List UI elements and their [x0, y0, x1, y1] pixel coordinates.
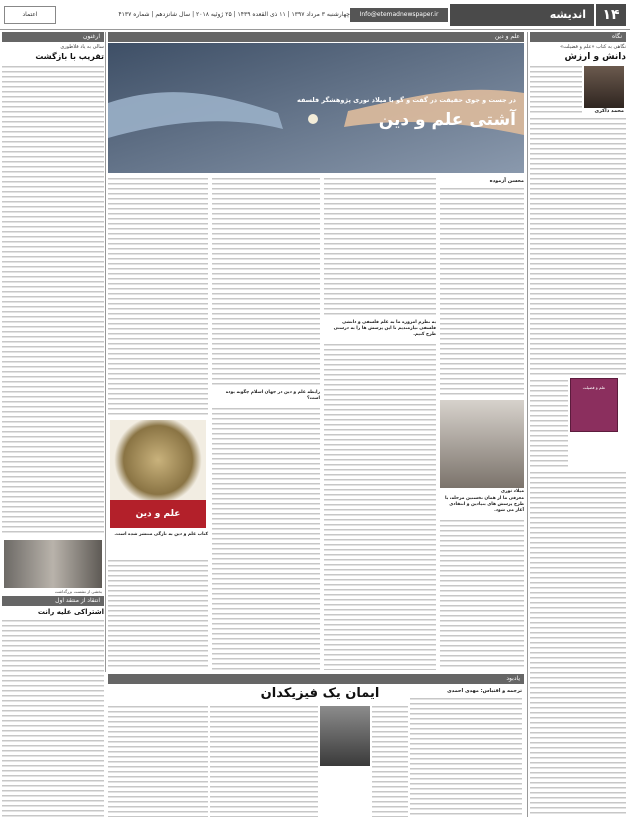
bottom-kicker: ترجمه و اقتباس: مهدی احمدی [447, 688, 522, 694]
email-address[interactable]: Info@etemadnewspaper.ir [350, 8, 448, 22]
column-header-right: نگاه [530, 32, 626, 42]
newspaper-logo: اعتماد [4, 6, 56, 24]
column-divider [105, 32, 106, 672]
column-divider [527, 32, 528, 817]
interviewee-photo [440, 400, 524, 488]
feature-deck: در جست و جوی حقیقت در گفت و گو با میلاد نوری پژوهشگر فلسفه [297, 96, 516, 104]
right-title: دانش و ارزش [564, 52, 626, 62]
left-sub-text [2, 620, 104, 817]
left-kicker: سالی به یاد فلاطوری [60, 44, 104, 50]
bottom-text-3 [210, 706, 318, 817]
dateline: چهارشنبه ۳ مرداد ۱۳۹۷ | ۱۱ ذی القعده ۱۴۳۹ | ۲۵ ژوئیه ۲۰۱۸ | سال شانزدهم | شماره ۴۱۳۷ [118, 11, 350, 18]
pull-quote-1: معرفی ما از همان نخستین مرحله، با طرح پرسش های بنیادین و انتقادی آغاز می شود. [444, 496, 524, 513]
bottom-text-1 [410, 698, 522, 817]
feature-author: محسن آزموده [489, 178, 524, 184]
author-name: محمد ذاکری [594, 108, 624, 114]
author-photo [584, 66, 624, 108]
left-title: تقریب با بازگشت [35, 52, 104, 61]
left-sub-header: انتقاد از منتقد اول [2, 596, 104, 606]
pull-quote-2: به نظرم امروزه ما به علم فلسفی و دانشی فلسفی نیازمندیم تا این پرسش ها را به درستی طرح کنیم. [333, 320, 436, 337]
feature-text-col-3b [212, 408, 320, 670]
book-cover-art [110, 420, 206, 500]
feature-text-col-2b [324, 344, 436, 670]
pull-quote-3: رابطه علم و دین در جهان اسلام چگونه بوده است؟ [225, 390, 320, 401]
right-kicker: نگاهی به کتاب «علم و فضیلت» [560, 44, 626, 50]
feature-text-col-2 [324, 178, 436, 318]
bottom-header: یادبود [108, 674, 524, 684]
photo-caption: میلاد نوری [500, 489, 524, 494]
right-text-3 [530, 380, 568, 470]
right-text-2 [530, 118, 626, 378]
feature-text-col-1b [440, 520, 524, 670]
event-photo [4, 540, 102, 588]
feature-text-col-3 [212, 178, 320, 388]
section-title: اندیشه [450, 4, 594, 26]
left-text [2, 66, 104, 536]
bottom-text-2 [372, 706, 408, 817]
physicist-photo [320, 706, 370, 766]
book-title: علم و فضیلت [582, 385, 606, 390]
feature-text-col-1 [440, 188, 524, 398]
feature-text-col-4 [108, 178, 208, 418]
book-cover: علم و دین [110, 500, 206, 528]
feature-title: آشتی علم و دین [378, 110, 516, 130]
bottom-text-4 [108, 706, 208, 817]
column-header-left: ارغنون [2, 32, 104, 42]
right-text-4 [530, 472, 626, 817]
feature-header: علم و دین [108, 32, 524, 42]
bottom-title: ایمان یک فیزیکدان [260, 686, 380, 701]
page-number: ۱۴ [596, 4, 626, 26]
right-text-1 [530, 66, 582, 114]
book-caption: کتاب علم و دین به تازگی منتشر شده است. [114, 532, 208, 537]
feature-text-col-4b [108, 560, 208, 670]
event-photo-caption: بخشی از نشست بزرگداشت [54, 589, 102, 594]
feature-image [108, 43, 524, 173]
left-sub-title: اشتراکی علیه رانت [37, 608, 104, 616]
